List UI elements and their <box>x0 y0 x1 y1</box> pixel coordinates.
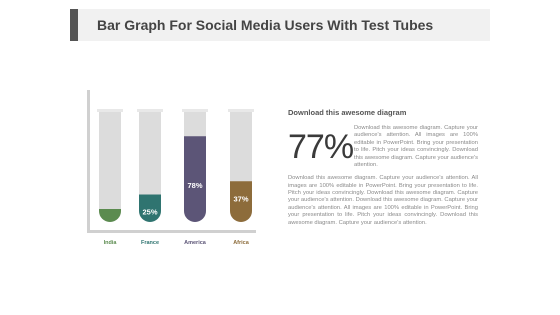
big-percentage: 77% <box>288 128 354 166</box>
category-label-america: America <box>184 240 206 246</box>
value-label-africa: 37% <box>233 194 249 204</box>
side-panel <box>288 108 478 233</box>
value-label-india: 10% <box>102 222 118 231</box>
side-heading: Download this awesome diagram <box>288 108 407 117</box>
tube-rim-france <box>137 109 163 112</box>
tube-rim-america <box>182 109 208 112</box>
y-axis-line <box>87 90 90 233</box>
value-label-america: 78% <box>187 181 203 191</box>
bar-america <box>184 136 206 222</box>
page-title: Bar Graph For Social Media Users With Test Tubes <box>97 17 434 33</box>
category-label-africa: Africa <box>233 240 249 246</box>
description-paragraph-1: Download this awesome diagram. Capture your audience's attention. All images are 100% editable in PowerPoint. Bring your presentation to life. Pitch your ideas convincingly. Download this awesome diagram. Capture your audience's attention. <box>354 125 478 169</box>
tube-rim-africa <box>228 109 254 112</box>
category-label-france: France <box>140 240 160 246</box>
value-label-france: 25% <box>142 207 158 217</box>
description-paragraph-2: Download this awesome diagram. Capture your audience's attention. All images are 100% editable in PowerPoint. Bring your presentation to life. Pitch your ideas convincingly. Download this awesome diagram. Capture your audience's attention. Download this awesome diagram. Capture your audience's attention. All images are 100% editable in PowerPoint. Bring your presentation to life. Pitch your ideas convincingly. Download this awesome diagram. Capture your audience's attention. <box>288 175 478 226</box>
category-label-india: India <box>103 240 117 246</box>
bar-india <box>99 209 121 222</box>
tube-india <box>99 112 121 222</box>
tube-rim-india <box>97 109 123 112</box>
